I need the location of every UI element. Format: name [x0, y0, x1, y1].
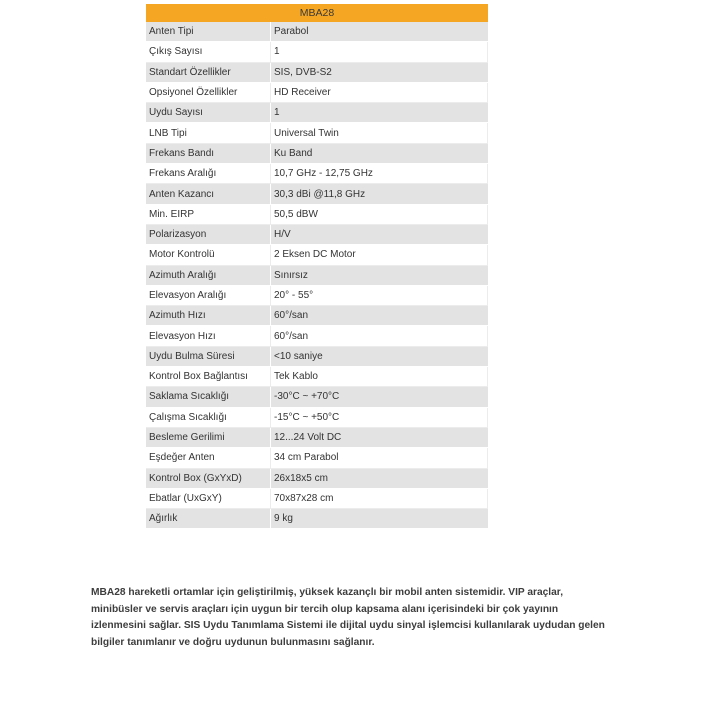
spec-label: Elevasyon Hızı	[146, 326, 271, 346]
spec-label: Polarizasyon	[146, 225, 271, 245]
spec-row	[146, 469, 488, 489]
spec-value: 34 cm Parabol	[271, 448, 488, 468]
description-line: bilgiler tanımlanır ve doğru uydunun bulunmasını sağlanır.	[91, 636, 375, 648]
spec-label: Frekans Bandı	[146, 144, 271, 164]
spec-value: Ku Band	[271, 144, 488, 164]
spec-row	[146, 428, 488, 448]
spec-label: Çalışma Sıcaklığı	[146, 408, 271, 428]
spec-value: -15°C ~ +50°C	[271, 408, 488, 428]
spec-value: 50,5 dBW	[271, 205, 488, 225]
spec-value: HD Receiver	[271, 83, 488, 103]
spec-label: Ebatlar (UxGxY)	[146, 489, 271, 509]
spec-value: <10 saniye	[271, 347, 488, 367]
spec-value: 70x87x28 cm	[271, 489, 488, 509]
spec-label: Anten Kazancı	[146, 184, 271, 204]
spec-row	[146, 103, 488, 123]
spec-label: Uydu Sayısı	[146, 103, 271, 123]
spec-row	[146, 22, 488, 42]
spec-row	[146, 509, 488, 529]
spec-row	[146, 245, 488, 265]
spec-value: 30,3 dBi @11,8 GHz	[271, 184, 488, 204]
spec-row	[146, 205, 488, 225]
spec-row	[146, 367, 488, 387]
spec-row	[146, 42, 488, 62]
spec-label: LNB Tipi	[146, 123, 271, 143]
spec-value: Tek Kablo	[271, 367, 488, 387]
product-description	[91, 585, 611, 651]
spec-value: 10,7 GHz - 12,75 GHz	[271, 164, 488, 184]
spec-value: -30°C ~ +70°C	[271, 387, 488, 407]
spec-value: Sınırsız	[271, 266, 488, 286]
spec-value: Parabol	[271, 22, 488, 42]
spec-row	[146, 448, 488, 468]
spec-table-header-row	[146, 4, 488, 22]
spec-row	[146, 63, 488, 83]
spec-row	[146, 184, 488, 204]
description-line: MBA28 hareketli ortamlar için geliştirilmiş, yüksek kazançlı bir mobil anten sistemidir. VIP araçlar,	[91, 587, 564, 598]
spec-value: SIS, DVB-S2	[271, 63, 488, 83]
spec-label: Besleme Gerilimi	[146, 428, 271, 448]
spec-row	[146, 144, 488, 164]
spec-label: Elevasyon Aralığı	[146, 286, 271, 306]
spec-value: H/V	[271, 225, 488, 245]
spec-row	[146, 164, 488, 184]
description-line: minibüsler ve servis araçları için uygun bir tercih olup kapsama alanı içerisindeki bir çok yayının	[91, 603, 559, 615]
spec-label: Eşdeğer Anten	[146, 448, 271, 468]
spec-label: Standart Özellikler	[146, 63, 271, 83]
spec-label: Min. EIRP	[146, 205, 271, 225]
spec-label: Opsiyonel Özellikler	[146, 83, 271, 103]
spec-row	[146, 225, 488, 245]
spec-value: 12...24 Volt DC	[271, 428, 488, 448]
spec-label: Anten Tipi	[146, 22, 271, 42]
spec-table-body	[146, 22, 488, 529]
spec-value: 60°/san	[271, 326, 488, 346]
spec-row	[146, 387, 488, 407]
spec-row	[146, 489, 488, 509]
spec-row	[146, 306, 488, 326]
description-line: izlenmesini sağlar. SIS Uydu Tanımlama Sistemi ile dijital uydu sinyal işlemcisi kullanılarak uydudan gelen	[91, 620, 605, 631]
spec-row	[146, 347, 488, 367]
spec-row	[146, 286, 488, 306]
spec-value: 60°/san	[271, 306, 488, 326]
spec-label: Azimuth Hızı	[146, 306, 271, 326]
spec-row	[146, 408, 488, 428]
spec-label: Kontrol Box (GxYxD)	[146, 469, 271, 489]
spec-label: Frekans Aralığı	[146, 164, 271, 184]
spec-label: Azimuth Aralığı	[146, 266, 271, 286]
spec-row	[146, 326, 488, 346]
spec-label: Kontrol Box Bağlantısı	[146, 367, 271, 387]
spec-row	[146, 266, 488, 286]
spec-label: Motor Kontrolü	[146, 245, 271, 265]
spec-table-title: MBA28	[146, 4, 488, 22]
spec-value: 26x18x5 cm	[271, 469, 488, 489]
spec-label: Uydu Bulma Süresi	[146, 347, 271, 367]
spec-value: 20° - 55°	[271, 286, 488, 306]
spec-value: Universal Twin	[271, 123, 488, 143]
spec-value: 2 Eksen DC Motor	[271, 245, 488, 265]
spec-value: 1	[271, 42, 488, 62]
spec-value: 1	[271, 103, 488, 123]
spec-table	[146, 4, 488, 529]
spec-row	[146, 123, 488, 143]
spec-value: 9 kg	[271, 509, 488, 529]
spec-label: Ağırlık	[146, 509, 271, 529]
spec-row	[146, 83, 488, 103]
spec-label: Çıkış Sayısı	[146, 42, 271, 62]
spec-label: Saklama Sıcaklığı	[146, 387, 271, 407]
